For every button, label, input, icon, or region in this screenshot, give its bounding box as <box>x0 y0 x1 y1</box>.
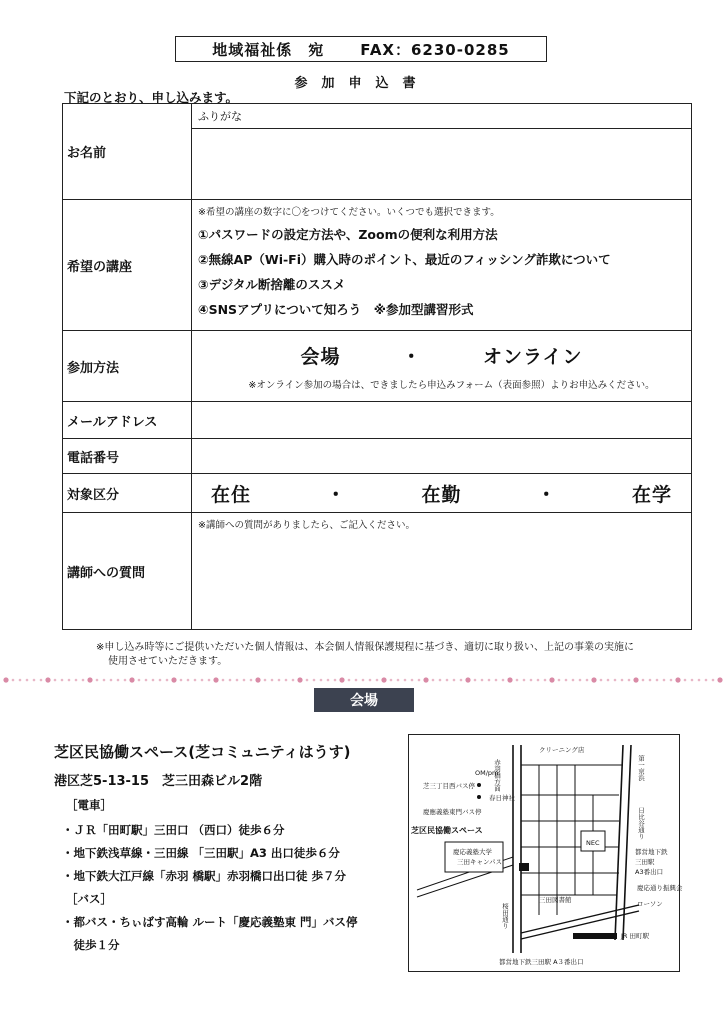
venue-map <box>408 734 683 972</box>
method-option-online[interactable]: オンライン <box>483 345 583 368</box>
venue-name: 芝区民協働スペース(芝コミュニティはうす) <box>54 743 351 761</box>
map-label-store: 慶応通り振興会 <box>637 884 683 892</box>
access-subway-mita: ・地下鉄浅草線・三田線 「三田駅」A3 出口徒歩６分 <box>62 846 340 860</box>
document-title: 参加申込書 <box>294 76 430 91</box>
courses-row <box>63 200 692 331</box>
category-option-worker[interactable]: 在勤 <box>421 483 462 506</box>
access-subway-akabanebashi: ・地下鉄大江戸線「赤羽 橋駅」赤羽橋口出口徒 歩７分 <box>62 869 347 883</box>
phone-label: 電話番号 <box>63 439 192 474</box>
courses-field[interactable] <box>192 200 692 331</box>
furigana-field[interactable] <box>192 104 692 129</box>
venue-heading: 会場 <box>314 688 414 712</box>
map-label-jr: JR 田町駅 <box>621 932 649 940</box>
map-label-omp: OM/pm <box>475 769 499 777</box>
map-label-library: 三田図書館 <box>539 896 572 904</box>
map-label-keio: 慶応義塾大学 <box>453 848 492 856</box>
course-option-3[interactable]: ③デジタル断捨離のススメ <box>198 277 346 292</box>
name-row-furigana <box>63 104 692 129</box>
access-jr: ・ＪＲ「田町駅」三田口 （西口）徒歩６分 <box>62 823 285 837</box>
category-option-student[interactable]: 在学 <box>632 483 673 506</box>
footnote-line-1: ※申し込み時等にご提供いただいた個人情報は、本会個人情報保護規程に基づき、適切に取り扱い、上記の事業の実施に <box>96 642 634 653</box>
category-field <box>192 474 692 513</box>
map-label-bottom-exit: 都営地下鉄三田駅 A３番出口 <box>499 958 584 966</box>
courses-label: 希望の講座 <box>63 200 192 331</box>
access-bus-heading: ［バス］ <box>66 892 112 906</box>
category-row <box>63 474 692 513</box>
phone-row <box>63 439 692 474</box>
email-row <box>63 402 692 439</box>
question-field[interactable] <box>192 513 692 630</box>
map-label-lawson: ローソン <box>637 900 663 908</box>
phone-field[interactable] <box>192 439 692 474</box>
map-label-subway2: 三田駅 <box>635 858 655 866</box>
flower-dot-border <box>0 676 724 684</box>
footnote-line-2: 使用させていただきます。 <box>108 656 228 667</box>
map-label-cleaning: クリーニング店 <box>539 746 585 754</box>
method-field <box>192 331 692 402</box>
fax-destination: 地域福祉係 宛 <box>212 40 325 59</box>
map-label-nec: NEC <box>586 839 600 847</box>
furigana-label: ふりがな <box>198 110 242 123</box>
map-label-road-right: 第一京浜 <box>637 755 645 781</box>
privacy-footnote <box>96 641 696 669</box>
map-label-venue: 芝区民協働スペース <box>411 826 483 835</box>
access-bus-walk: 徒歩１分 <box>62 938 120 952</box>
email-label: メールアドレス <box>63 402 192 439</box>
method-separator: ・ <box>401 345 422 368</box>
category-label: 対象区分 <box>63 474 192 513</box>
method-option-venue[interactable]: 会場 <box>300 345 341 368</box>
map-label-busstop2: 慶應義塾東門バス停 <box>423 808 482 816</box>
fax-number: FAX：6230-0285 <box>360 40 510 59</box>
course-option-1[interactable]: ①パスワードの設定方法や、Zoomの便利な利用方法 <box>198 227 498 242</box>
intro-text: 下記のとおり、申し込みます。 <box>64 90 239 105</box>
category-separator-1: ・ <box>326 483 347 506</box>
category-separator-2: ・ <box>536 483 557 506</box>
email-field[interactable] <box>192 402 692 439</box>
map-label-road-right2: 日比谷通り <box>637 807 645 840</box>
question-row <box>63 513 692 630</box>
venue-address: 港区芝5-13-15 芝三田森ビル2階 <box>54 774 263 789</box>
name-field[interactable] <box>192 129 692 200</box>
map-label-kasuga: 春日神社 <box>489 794 515 802</box>
map-label-subway1: 都営地下鉄 <box>635 848 668 856</box>
access-bus: ・都バス・ちぃばす高輪 ルート「慶応義塾東 門」バス停 <box>62 915 358 929</box>
map-label-road-left: 赤羽橋方面 <box>493 759 501 792</box>
courses-instruction: ※希望の講座の数字に〇をつけてください。いくつでも選択できます。 <box>198 207 500 218</box>
course-option-2[interactable]: ②無線AP（Wi-Fi）購入時のポイント、最近のフィッシング詐欺について <box>198 252 611 267</box>
category-option-resident[interactable]: 在住 <box>210 483 251 506</box>
question-label: 講師への質問 <box>63 513 192 630</box>
map-label-road-bottom: 桜田通り <box>501 903 509 929</box>
name-label: お名前 <box>63 104 192 200</box>
map-label-subway3: A3番出口 <box>635 868 664 876</box>
method-row <box>63 331 692 402</box>
method-note: ※オンライン参加の場合は、できましたら申込みフォーム（表面参照）よりお申込みください。 <box>248 379 655 391</box>
question-note: ※講師への質問がありましたら、ご記入ください。 <box>198 520 415 531</box>
map-label-busstop1: 芝三丁目西バス停 <box>423 782 475 790</box>
application-form-table <box>62 103 692 630</box>
map-label-keio2: 三田キャンパス <box>457 858 503 866</box>
course-option-4[interactable]: ④SNSアプリについて知ろう ※参加型講習形式 <box>198 302 474 317</box>
method-label: 参加方法 <box>63 331 192 402</box>
fax-header-box <box>175 36 547 62</box>
access-train-heading: ［電車］ <box>66 798 112 812</box>
